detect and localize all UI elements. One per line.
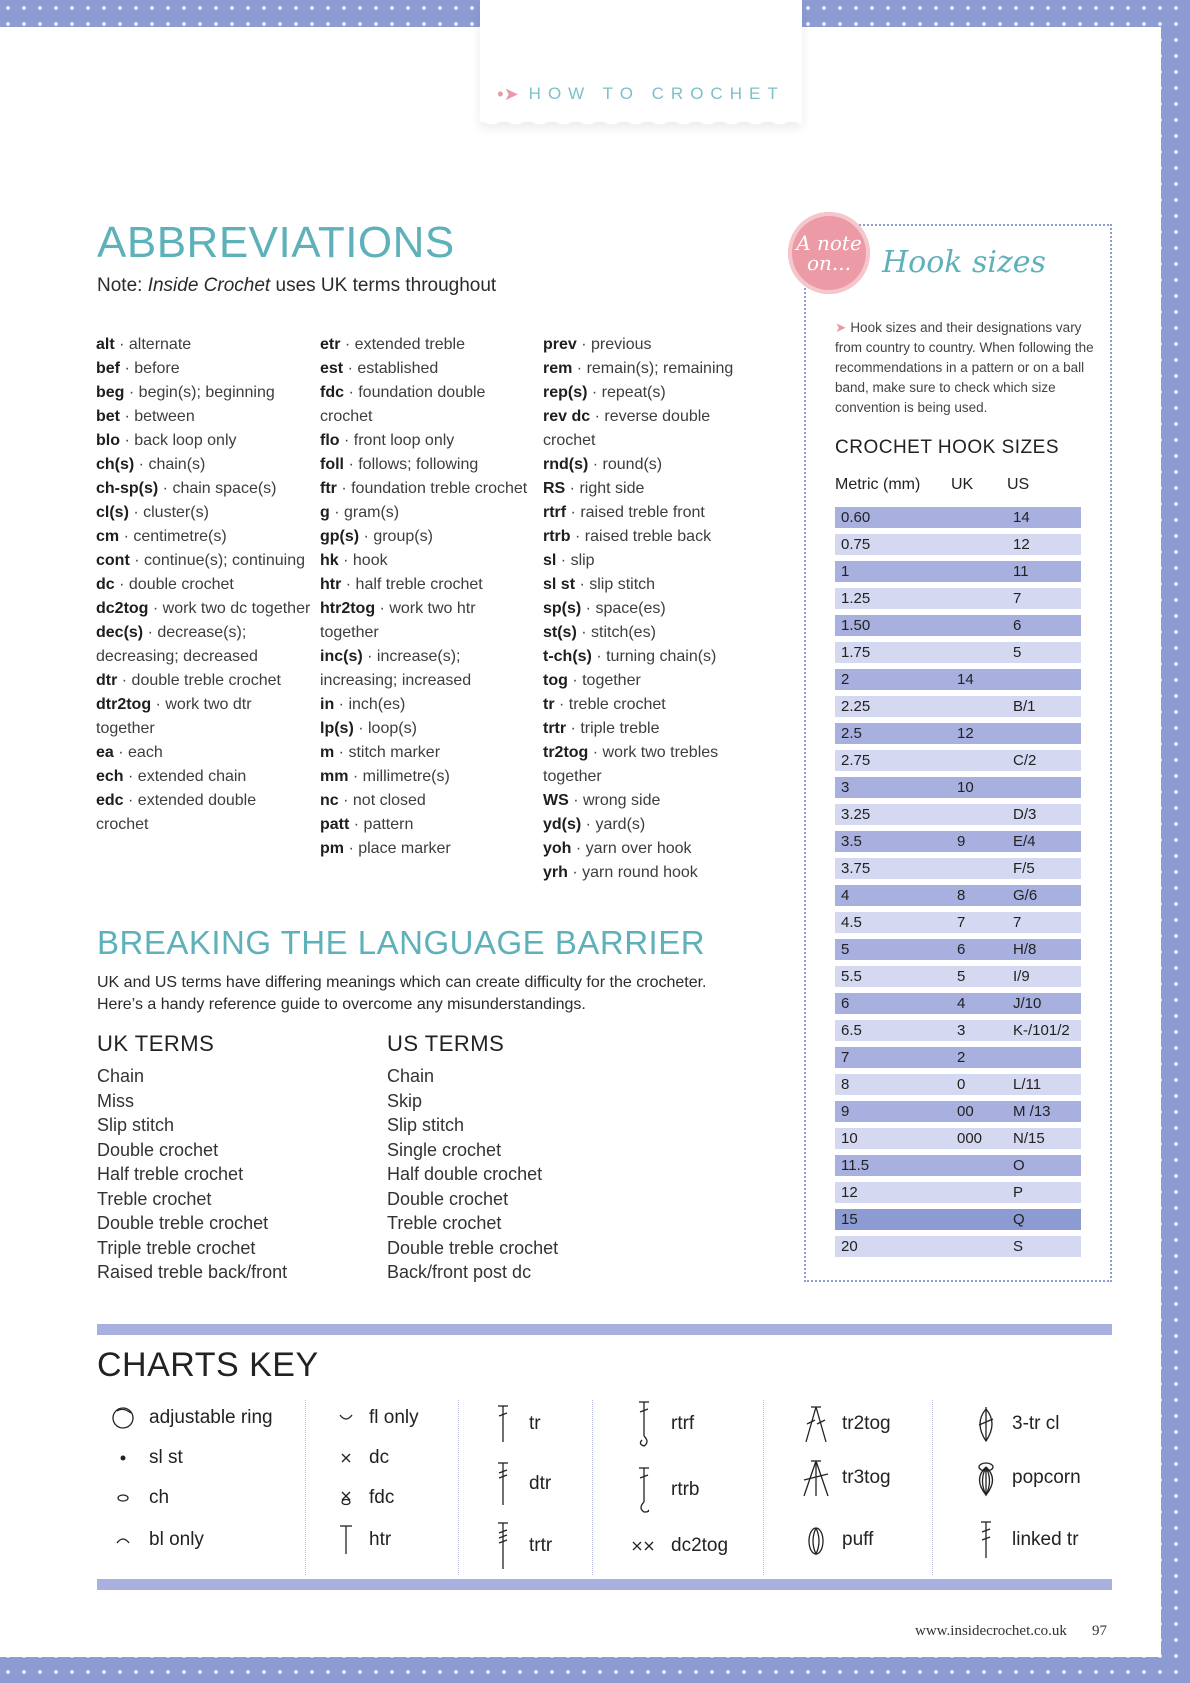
abbreviation-column-2 (320, 333, 535, 861)
charts-key-divider (763, 1400, 764, 1575)
abbreviations-title: ABBREVIATIONS (97, 218, 455, 267)
abbreviation-entry: inc(s) · increase(s); increasing; increased (320, 648, 472, 689)
charts-key-title: CHARTS KEY (97, 1346, 319, 1384)
abbreviation-entry: flo · front loop only (320, 432, 455, 449)
3-tr-cl-icon (960, 1405, 1012, 1443)
chart-key-item (960, 1402, 1060, 1446)
chart-key-label: puff (842, 1529, 874, 1550)
chart-key-item (97, 1518, 204, 1562)
chart-key-label: rtrf (671, 1413, 695, 1434)
charts-key-divider (592, 1400, 593, 1575)
abbreviation-entry: cm · centimetre(s) (96, 528, 227, 545)
abbreviation-entry: htr · half treble crochet (320, 576, 483, 593)
bl-only-icon (97, 1535, 149, 1545)
hook-table-row: 4 8 G/6 (835, 885, 1081, 906)
chart-key-label: bl only (149, 1529, 204, 1550)
abbreviation-entry: edc · extended double crochet (96, 792, 257, 833)
hook-table-row: 5.5 5 I/9 (835, 966, 1081, 987)
uk-terms-heading: UK TERMS (97, 1031, 215, 1056)
hook-table-row: 8 0 L/11 (835, 1074, 1081, 1095)
abbreviation-entry: beg · begin(s); beginning (96, 384, 275, 401)
chart-key-label: trtr (529, 1535, 553, 1556)
chart-key-label: rtrb (671, 1479, 700, 1500)
uk-term: Raised treble back/front (97, 1262, 288, 1282)
abbreviation-entry: htr2tog · work two htr together (320, 600, 476, 641)
abbreviation-entry: in · inch(es) (320, 696, 406, 713)
hook-table-row: 12 P (835, 1182, 1081, 1203)
hook-table-row: 1.75 5 (835, 642, 1081, 663)
linked-tr-icon (960, 1520, 1012, 1560)
abbreviation-entry: etr · extended treble (320, 336, 465, 353)
abbreviation-entry: tr2tog · work two trebles together (543, 744, 719, 785)
uk-term: Double crochet (97, 1139, 219, 1160)
chart-key-item (477, 1402, 541, 1446)
us-term: Single crochet (387, 1139, 502, 1160)
abbreviation-entry: dec(s) · decrease(s); decreasing; decreased (96, 624, 258, 665)
hook-table-row: 4.5 7 7 (835, 912, 1081, 933)
ch-icon (97, 1493, 149, 1503)
a-note-on-badge: A note on... (788, 212, 870, 294)
abbreviation-entry: tog · together (543, 672, 641, 689)
us-terms-list (387, 1064, 558, 1285)
chart-key-item (97, 1396, 273, 1440)
chart-key-label: tr3tog (842, 1467, 891, 1488)
hook-table-row: 9 00 M /13 (835, 1101, 1081, 1122)
hook-sizes-description: ➤ Hook sizes and their designations vary from country to country. When following the recommendations in a pattern or on a ball band, make sure to check which size convention is being used. (835, 320, 1094, 415)
abbreviation-entry: dtr · double treble crochet (96, 672, 281, 689)
abbreviation-entry: sl · slip (543, 552, 595, 569)
uk-term: Double treble crochet (97, 1213, 269, 1233)
hook-table-row: 2.25 B/1 (835, 696, 1081, 717)
chart-key-item (617, 1524, 728, 1568)
hook-table-title: CROCHET HOOK SIZES (835, 437, 1060, 458)
section-header-tab (480, 0, 802, 122)
chart-key-item (477, 1524, 552, 1568)
abbreviation-entry: alt · alternate (96, 336, 192, 353)
popcorn-icon (960, 1459, 1012, 1497)
hook-table-row: 0.60 14 (835, 507, 1081, 528)
abbreviation-entry: patt · pattern (320, 816, 414, 833)
chart-key-item (617, 1468, 700, 1512)
abbreviation-entry: tr · treble crochet (543, 696, 666, 713)
abbreviation-entry: yd(s) · yard(s) (543, 816, 646, 833)
abbreviation-entry: bef · before (96, 360, 180, 377)
chart-key-item (960, 1456, 1081, 1500)
chart-key-label: adjustable ring (149, 1407, 273, 1428)
abbreviation-entry: cl(s) · cluster(s) (96, 504, 209, 521)
fl-only-icon (323, 1413, 369, 1423)
hook-table-row: 2.75 C/2 (835, 750, 1081, 771)
chart-key-label: dtr (529, 1473, 552, 1494)
abbreviation-entry: rev dc · reverse double crochet (543, 408, 711, 449)
uk-term: Half treble crochet (97, 1164, 244, 1184)
footer-url: www.insidecrochet.co.uk (915, 1623, 1067, 1639)
puff-icon (790, 1524, 842, 1556)
abbreviation-entry: t-ch(s) · turning chain(s) (543, 648, 717, 665)
abbreviation-entry: lp(s) · loop(s) (320, 720, 417, 737)
abbreviation-entry: ech · extended chain (96, 768, 247, 785)
hook-table-row: 1 11 (835, 561, 1081, 582)
uk-term: Miss (97, 1090, 134, 1111)
hook-table-row: 2.5 12 (835, 723, 1081, 744)
hook-sizes-title: Hook sizes (882, 245, 1046, 280)
abbreviation-entry: dc · double crochet (96, 576, 234, 593)
abbreviation-entry: g · gram(s) (320, 504, 400, 521)
arrow-icon: •➤ (497, 84, 519, 104)
us-term: Half double crochet (387, 1164, 543, 1184)
abbreviation-entry: pm · place marker (320, 840, 451, 857)
abbreviation-entry: dtr2tog · work two dtr together (96, 696, 252, 737)
abbreviation-entry: gp(s) · group(s) (320, 528, 433, 545)
hook-table-row: 11.5 O (835, 1155, 1081, 1176)
chart-key-label: htr (369, 1529, 392, 1550)
abbreviation-entry: nc · not closed (320, 792, 426, 809)
abbreviation-entry: rtrf · raised treble front (543, 504, 705, 521)
abbreviation-entry: foll · follows; following (320, 456, 479, 473)
uk-term: Triple treble crochet (97, 1237, 256, 1258)
abbreviation-entry: blo · back loop only (96, 432, 237, 449)
abbreviation-entry: dc2tog · work two dc together (96, 600, 311, 617)
page-number: 97 (1092, 1623, 1107, 1639)
uk-terms-note: Note: Inside Crochet uses UK terms throughout (97, 275, 497, 296)
us-term: Skip (387, 1090, 423, 1111)
tr2tog-icon (790, 1404, 842, 1444)
abbreviation-entry: WS · wrong side (543, 792, 661, 809)
hook-table-row: 1.25 7 (835, 588, 1081, 609)
us-term: Double treble crochet (387, 1237, 559, 1258)
abbreviation-entry: ftr · foundation treble crochet (320, 480, 528, 497)
chart-key-label: ch (149, 1487, 170, 1508)
uk-term: Slip stitch (97, 1115, 175, 1135)
section-label: HOW TO CROCHET (528, 84, 785, 103)
chart-key-item (97, 1436, 183, 1480)
abbreviation-entry: ea · each (96, 744, 163, 761)
dc2tog-icon (617, 1539, 671, 1553)
abbreviation-entry: yoh · yarn over hook (543, 840, 692, 857)
abbreviation-entry: ch(s) · chain(s) (96, 456, 206, 473)
abbreviation-entry: rem · remain(s); remaining (543, 360, 734, 377)
chart-key-label: popcorn (1012, 1467, 1081, 1488)
charts-key-top-bar (97, 1324, 1112, 1335)
chart-key-item (97, 1476, 169, 1520)
hook-table-row: 15 Q (835, 1209, 1081, 1230)
charts-key-divider (305, 1400, 306, 1575)
uk-term: Chain (97, 1066, 145, 1086)
tr3tog-icon (790, 1458, 842, 1498)
chart-key-label: tr (529, 1413, 541, 1434)
hook-table-row: 6 4 J/10 (835, 993, 1081, 1014)
arrow-icon: ➤ (835, 320, 847, 335)
chart-key-label: fl only (369, 1407, 419, 1428)
abbreviation-entry: ch-sp(s) · chain space(s) (96, 480, 277, 497)
abbreviation-entry: m · stitch marker (320, 744, 441, 761)
chart-key-item (323, 1396, 419, 1440)
abbreviation-entry: RS · right side (543, 480, 645, 497)
abbreviation-entry: trtr · triple treble (543, 720, 660, 737)
language-barrier-description: UK and US terms have differing meanings which can create difficulty for the crocheter. Here’s a handy reference guide to overcome any misunderstandings. (97, 974, 707, 1013)
chart-key-label: sl st (149, 1447, 183, 1468)
hook-table-row: 1.50 6 (835, 615, 1081, 636)
chart-key-label: linked tr (1012, 1529, 1079, 1550)
htr-icon (323, 1524, 369, 1556)
hook-table-row: 3.75 F/5 (835, 858, 1081, 879)
hook-table-row: 5 6 H/8 (835, 939, 1081, 960)
rtrb-icon (617, 1466, 671, 1514)
language-barrier-title: BREAKING THE LANGUAGE BARRIER (97, 924, 706, 961)
hook-table-row: 10 000 N/15 (835, 1128, 1081, 1149)
adjustable-ring-icon (97, 1405, 149, 1431)
abbreviation-entry: prev · previous (543, 336, 652, 353)
charts-key-divider (458, 1400, 459, 1575)
hook-table-body (835, 507, 1081, 1263)
chart-key-item (617, 1402, 694, 1446)
abbreviation-entry: sl st · slip stitch (543, 576, 656, 593)
chart-key-label: fdc (369, 1487, 395, 1508)
abbreviation-entry: yrh · yarn round hook (543, 864, 698, 881)
charts-key-divider (932, 1400, 933, 1575)
abbreviation-entry: fdc · foundation double crochet (320, 384, 486, 425)
chart-key-item (323, 1436, 389, 1480)
hook-table-row: 7 2 (835, 1047, 1081, 1068)
hook-table-row: 3.25 D/3 (835, 804, 1081, 825)
chart-key-item (960, 1518, 1079, 1562)
abbreviation-entry: mm · millimetre(s) (320, 768, 450, 785)
chart-key-label: dc2tog (671, 1535, 729, 1556)
hook-table-row: 0.75 12 (835, 534, 1081, 555)
chart-key-item (323, 1518, 391, 1562)
abbreviation-entry: bet · between (96, 408, 195, 425)
us-terms-heading: US TERMS (387, 1031, 505, 1056)
us-term: Double crochet (387, 1188, 509, 1209)
uk-term: Treble crochet (97, 1188, 212, 1209)
chart-key-item (323, 1476, 394, 1520)
dtr-icon (477, 1461, 529, 1507)
hook-table-row: 3 10 (835, 777, 1081, 798)
dc-icon (323, 1451, 369, 1465)
chart-key-label: tr2tog (842, 1413, 891, 1434)
hook-table-row: 3.5 9 E/4 (835, 831, 1081, 852)
chart-key-item (477, 1462, 551, 1506)
hook-table-row: 2 14 (835, 669, 1081, 690)
chart-key-label: 3-tr cl (1012, 1413, 1060, 1434)
abbreviation-entry: rep(s) · repeat(s) (543, 384, 666, 401)
abbreviation-column-1 (96, 333, 311, 837)
trtr-icon (477, 1521, 529, 1571)
hook-table-row: 6.5 3 K-/101/2 (835, 1020, 1081, 1041)
hook-table-row: 20 S (835, 1236, 1081, 1257)
abbreviation-entry: rtrb · raised treble back (543, 528, 712, 545)
chart-key-item (790, 1518, 873, 1562)
us-term: Treble crochet (387, 1213, 502, 1233)
chart-key-item (790, 1456, 891, 1500)
abbreviation-entry: est · established (320, 360, 439, 377)
tr-icon (477, 1404, 529, 1444)
us-term: Chain (387, 1066, 435, 1086)
sl-st-icon (97, 1453, 149, 1463)
rtrf-icon (617, 1400, 671, 1448)
abbreviation-entry: hk · hook (320, 552, 388, 569)
us-term: Slip stitch (387, 1115, 465, 1135)
abbreviation-entry: sp(s) · space(es) (543, 600, 666, 617)
chart-key-label: dc (369, 1447, 390, 1468)
abbreviation-entry: rnd(s) · round(s) (543, 456, 663, 473)
abbreviation-entry: cont · continue(s); continuing (96, 552, 305, 569)
chart-key-item (790, 1402, 891, 1446)
abbreviation-column-3 (543, 333, 758, 885)
uk-terms-list (97, 1064, 287, 1285)
hook-table-header: Metric (mm) UK US (835, 476, 1030, 493)
charts-key-bottom-bar (97, 1579, 1112, 1590)
fdc-icon (323, 1489, 369, 1507)
us-term: Back/front post dc (387, 1262, 532, 1282)
abbreviation-entry: st(s) · stitch(es) (543, 624, 656, 641)
